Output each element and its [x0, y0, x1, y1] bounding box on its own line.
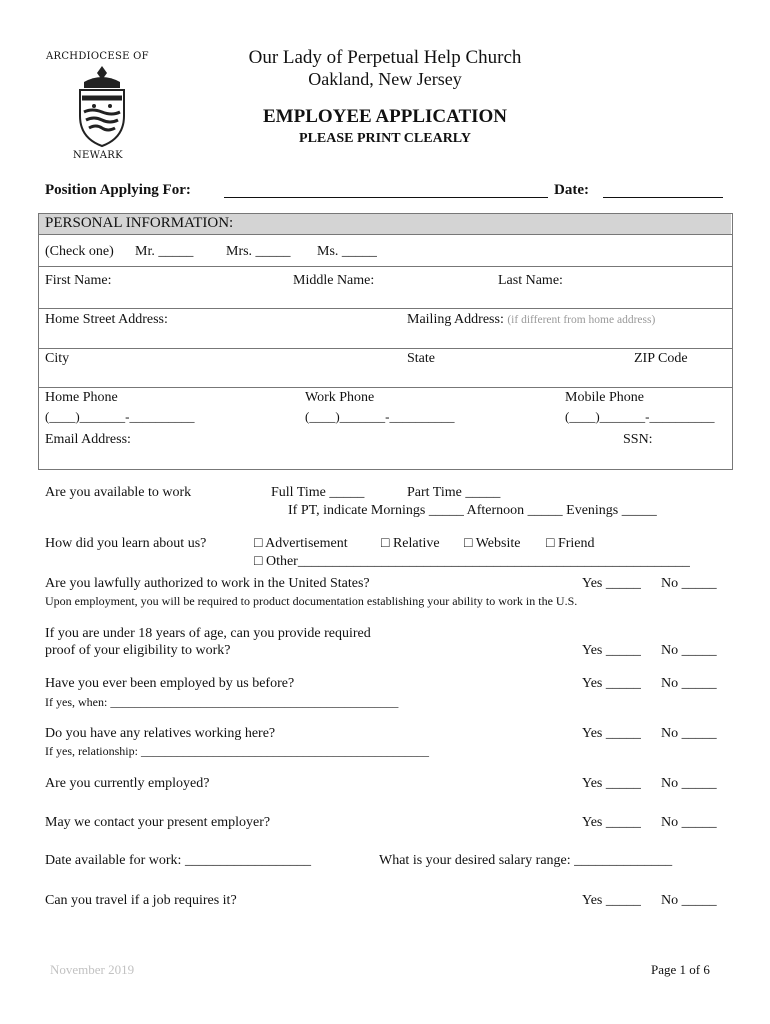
- currently-employed-question: Are you currently employed?: [45, 776, 210, 791]
- work-phone-input[interactable]: (____)_______-__________: [305, 409, 455, 424]
- employed-before-question: Have you ever been employed by us before?: [45, 676, 295, 691]
- salary-range-field[interactable]: What is your desired salary range: ______________: [379, 853, 673, 868]
- mailing-address-label: [407, 312, 655, 328]
- zip-label: ZIP Code: [634, 351, 688, 366]
- under18-yes[interactable]: Yes _____: [582, 643, 641, 658]
- under18-no[interactable]: No _____: [661, 643, 717, 658]
- learn-option-friend[interactable]: □ Friend: [546, 536, 595, 551]
- last-name-label: Last Name:: [498, 273, 563, 288]
- contact-employer-question: May we contact your present employer?: [45, 815, 271, 830]
- divider: [38, 387, 732, 388]
- learn-option-relative[interactable]: □ Relative: [381, 536, 440, 551]
- learn-question: How did you learn about us?: [45, 536, 207, 551]
- work-phone-label: Work Phone: [305, 390, 375, 405]
- contact-employer-yes[interactable]: Yes _____: [582, 815, 641, 830]
- home-phone-label: Home Phone: [45, 390, 118, 405]
- learn-option-website[interactable]: □ Website: [464, 536, 521, 551]
- home-address-label: Home Street Address:: [45, 312, 168, 327]
- relatives-no[interactable]: No _____: [661, 726, 717, 741]
- part-time-shifts[interactable]: If PT, indicate Mornings _____ Afternoon _____ Evenings _____: [288, 503, 657, 518]
- learn-option-advertisement[interactable]: □ Advertisement: [254, 536, 348, 551]
- authorized-question: Are you lawfully authorized to work in the United States?: [45, 576, 370, 591]
- employed-before-when[interactable]: If yes, when: ________________________________________________: [45, 695, 399, 709]
- mobile-phone-input[interactable]: (____)_______-__________: [565, 409, 715, 424]
- under18-question-line1: If you are under 18 years of age, can you provide required: [45, 626, 371, 641]
- authorized-note: Upon employment, you will be required to product documentation establishing your ability to work in the U.S.: [45, 594, 578, 608]
- divider: [38, 234, 732, 235]
- mrs-option[interactable]: Mrs. _____: [226, 244, 291, 259]
- logo-top-text: ARCHDIOCESE OF: [46, 51, 149, 62]
- authorized-yes[interactable]: Yes _____: [582, 576, 641, 591]
- availability-question: Are you available to work: [45, 485, 192, 500]
- relatives-question: Do you have any relatives working here?: [45, 726, 276, 741]
- divider: [38, 266, 732, 267]
- learn-option-other[interactable]: □ Other________________________________________________________: [254, 554, 690, 569]
- mailing-address-text: Mailing Address:: [407, 312, 504, 327]
- mailing-address-note: (if different from home address): [507, 314, 656, 326]
- relatives-yes[interactable]: Yes _____: [582, 726, 641, 741]
- home-phone-input[interactable]: (____)_______-__________: [45, 409, 195, 424]
- position-input[interactable]: [224, 197, 548, 198]
- email-label: Email Address:: [45, 432, 131, 447]
- travel-no[interactable]: No _____: [661, 893, 717, 908]
- ssn-label: SSN:: [623, 432, 653, 447]
- full-time-option[interactable]: Full Time _____: [271, 485, 365, 500]
- travel-question: Can you travel if a job requires it?: [45, 893, 237, 908]
- employed-before-no[interactable]: No _____: [661, 676, 717, 691]
- footer-date: November 2019: [50, 962, 135, 977]
- church-location: Oakland, New Jersey: [308, 69, 462, 89]
- under18-question-line2: proof of your eligibility to work?: [45, 643, 231, 658]
- divider: [38, 348, 732, 349]
- mr-option[interactable]: Mr. _____: [135, 244, 194, 259]
- date-input[interactable]: [603, 197, 723, 198]
- part-time-option[interactable]: Part Time _____: [407, 485, 501, 500]
- date-label: Date:: [554, 182, 589, 198]
- page-title: EMPLOYEE APPLICATION: [262, 106, 508, 127]
- ms-option[interactable]: Ms. _____: [317, 244, 377, 259]
- state-label: State: [407, 351, 435, 366]
- currently-employed-yes[interactable]: Yes _____: [582, 776, 641, 791]
- personal-info-heading: PERSONAL INFORMATION:: [45, 215, 234, 231]
- relatives-relationship[interactable]: If yes, relationship: ________________________________________________: [45, 744, 429, 758]
- authorized-no[interactable]: No _____: [661, 576, 717, 591]
- mobile-phone-label: Mobile Phone: [565, 390, 644, 405]
- middle-name-label: Middle Name:: [293, 273, 375, 288]
- travel-yes[interactable]: Yes _____: [582, 893, 641, 908]
- currently-employed-no[interactable]: No _____: [661, 776, 717, 791]
- divider: [38, 308, 732, 309]
- employed-before-yes[interactable]: Yes _____: [582, 676, 641, 691]
- position-label: Position Applying For:: [45, 182, 191, 198]
- page-subtitle: PLEASE PRINT CLEARLY: [299, 131, 471, 146]
- logo-bottom-text: NEWARK: [73, 150, 123, 161]
- check-one-label: (Check one): [45, 244, 114, 259]
- page-number: Page 1 of 6: [651, 962, 710, 977]
- city-label: City: [45, 351, 70, 366]
- first-name-label: First Name:: [45, 273, 112, 288]
- church-name: Our Lady of Perpetual Help Church: [248, 47, 522, 68]
- contact-employer-no[interactable]: No _____: [661, 815, 717, 830]
- date-available-field[interactable]: Date available for work: __________________: [45, 853, 311, 868]
